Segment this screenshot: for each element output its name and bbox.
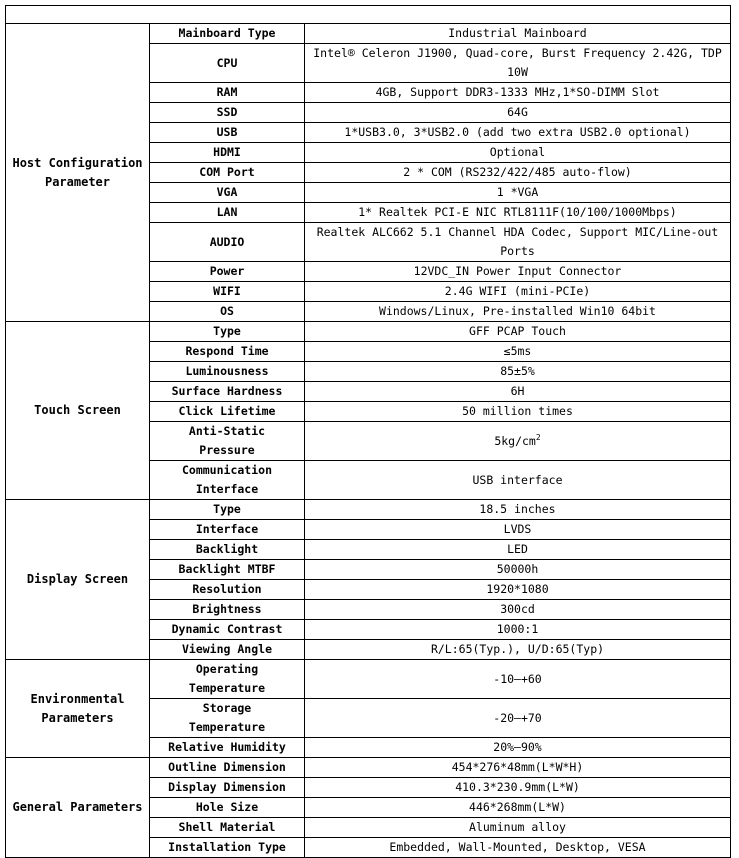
- value-text: LVDS: [503, 522, 532, 536]
- param-value: [305, 660, 731, 699]
- param-label: Operating Temperature: [150, 660, 305, 699]
- param-value: [305, 362, 731, 382]
- param-label: Resolution: [150, 580, 305, 600]
- value-text: 6H: [510, 384, 525, 398]
- group-label: Display Screen: [6, 500, 150, 660]
- param-label: AUDIO: [150, 223, 305, 262]
- param-label: LAN: [150, 203, 305, 223]
- param-label: CPU: [150, 44, 305, 83]
- param-label: Outline Dimension: [150, 758, 305, 778]
- param-label: Hole Size: [150, 798, 305, 818]
- table-title: [6, 6, 731, 24]
- param-label: COM Port: [150, 163, 305, 183]
- param-value: [305, 143, 731, 163]
- value-text: 1920*1080: [486, 582, 549, 596]
- value-text: Windows/Linux, Pre-installed Win10 64bit: [379, 304, 656, 318]
- param-label: Anti-Static Pressure: [150, 422, 305, 461]
- param-label: RAM: [150, 83, 305, 103]
- param-value: [305, 302, 731, 322]
- param-value: [305, 461, 731, 500]
- value-text: 1* Realtek PCI-E NIC RTL8111F(10/100/1000Mbps): [358, 205, 677, 219]
- param-label: Display Dimension: [150, 778, 305, 798]
- table-row: [6, 24, 731, 44]
- param-value: [305, 163, 731, 183]
- value-text: 446*268mm(L*W): [469, 800, 566, 814]
- group-label: Touch Screen: [6, 322, 150, 500]
- param-label: Respond Time: [150, 342, 305, 362]
- param-label: Backlight: [150, 540, 305, 560]
- value-text: GFF PCAP Touch: [469, 324, 566, 338]
- value-text: Intel® Celeron J1900, Quad-core, Burst Frequency 2.42G, TDP 10W: [313, 46, 722, 79]
- param-value: [305, 402, 731, 422]
- group-label: General Parameters: [6, 758, 150, 858]
- param-value: [305, 580, 731, 600]
- param-label: Surface Hardness: [150, 382, 305, 402]
- param-label: Type: [150, 500, 305, 520]
- value-text: Embedded, Wall-Mounted, Desktop, VESA: [389, 840, 646, 854]
- param-label: WIFI: [150, 282, 305, 302]
- table-row: [6, 758, 731, 778]
- param-value: [305, 342, 731, 362]
- param-value: [305, 282, 731, 302]
- value-text: Optional: [489, 145, 546, 159]
- param-label: Mainboard Type: [150, 24, 305, 44]
- param-label: Installation Type: [150, 838, 305, 858]
- value-text: Industrial Mainboard: [448, 26, 587, 40]
- value-text: -10—+60: [493, 671, 542, 686]
- spec-table: [5, 5, 731, 858]
- value-text: 20%—90%: [493, 740, 542, 754]
- value-text: 64G: [507, 105, 528, 119]
- param-label: Click Lifetime: [150, 402, 305, 422]
- param-value: [305, 183, 731, 203]
- value-text: 410.3*230.9mm(L*W): [455, 780, 580, 794]
- param-value: [305, 560, 731, 580]
- param-value: [305, 262, 731, 282]
- param-label: Storage Temperature: [150, 699, 305, 738]
- value-text: 454*276*48mm(L*W*H): [451, 760, 584, 774]
- value-text: 18.5 inches: [479, 502, 556, 516]
- param-value: [305, 223, 731, 262]
- value-text: 85±5%: [500, 364, 535, 378]
- param-label: SSD: [150, 103, 305, 123]
- param-value: [305, 24, 731, 44]
- param-label: Dynamic Contrast: [150, 620, 305, 640]
- table-row: [6, 322, 731, 342]
- value-text: 5kg/cm: [494, 433, 536, 448]
- value-text: 2 * COM (RS232/422/485 auto-flow): [403, 165, 632, 179]
- param-value: [305, 422, 731, 461]
- param-label: Viewing Angle: [150, 640, 305, 660]
- param-label: Type: [150, 322, 305, 342]
- value-text: 4GB, Support DDR3-1333 MHz,1*SO-DIMM Slot: [375, 85, 660, 99]
- param-label: Brightness: [150, 600, 305, 620]
- value-text: LED: [507, 542, 528, 556]
- value-text: 1000:1: [496, 622, 539, 636]
- value-text: ≤5ms: [503, 344, 532, 358]
- param-value: [305, 203, 731, 223]
- param-value: [305, 500, 731, 520]
- param-value: [305, 699, 731, 738]
- param-label: Backlight MTBF: [150, 560, 305, 580]
- group-label: Host Configuration Parameter: [6, 24, 150, 322]
- param-value: [305, 838, 731, 858]
- param-value: [305, 738, 731, 758]
- table-row: [6, 660, 731, 699]
- param-value: [305, 600, 731, 620]
- value-text: 2.4G WIFI (mini-PCIe): [444, 284, 591, 298]
- param-label: USB: [150, 123, 305, 143]
- param-value: [305, 123, 731, 143]
- value-text: R/L:65(Typ.), U/D:65(Typ): [430, 642, 605, 656]
- group-label: Environmental Parameters: [6, 660, 150, 758]
- param-value: [305, 778, 731, 798]
- param-value: [305, 83, 731, 103]
- param-value: [305, 103, 731, 123]
- param-value: [305, 520, 731, 540]
- value-text: Aluminum alloy: [469, 820, 566, 834]
- value-text: USB interface: [472, 472, 563, 487]
- value-text: 300cd: [500, 602, 535, 616]
- value-text: 12VDC_IN Power Input Connector: [413, 264, 622, 278]
- param-label: OS: [150, 302, 305, 322]
- param-label: HDMI: [150, 143, 305, 163]
- param-label: Relative Humidity: [150, 738, 305, 758]
- param-value: [305, 818, 731, 838]
- param-value: [305, 758, 731, 778]
- table-row: [6, 500, 731, 520]
- param-value: [305, 382, 731, 402]
- param-value: [305, 640, 731, 660]
- param-label: Shell Material: [150, 818, 305, 838]
- param-label: Communication Interface: [150, 461, 305, 500]
- value-text: -20—+70: [493, 710, 542, 725]
- value-superscript: 2: [535, 432, 541, 442]
- param-label: VGA: [150, 183, 305, 203]
- value-text: 50 million times: [462, 404, 573, 418]
- param-label: Interface: [150, 520, 305, 540]
- param-value: [305, 322, 731, 342]
- value-text: 1*USB3.0, 3*USB2.0 (add two extra USB2.0 optional): [344, 125, 691, 139]
- param-value: [305, 798, 731, 818]
- value-text: Realtek ALC662 5.1 Channel HDA Codec, Support MIC/Line-out Ports: [316, 225, 719, 258]
- table-title-row: [6, 6, 731, 24]
- param-label: Power: [150, 262, 305, 282]
- value-text: 50000h: [496, 562, 539, 576]
- param-value: [305, 540, 731, 560]
- param-value: [305, 44, 731, 83]
- value-text: 1 *VGA: [496, 185, 539, 199]
- param-label: Luminousness: [150, 362, 305, 382]
- param-value: [305, 620, 731, 640]
